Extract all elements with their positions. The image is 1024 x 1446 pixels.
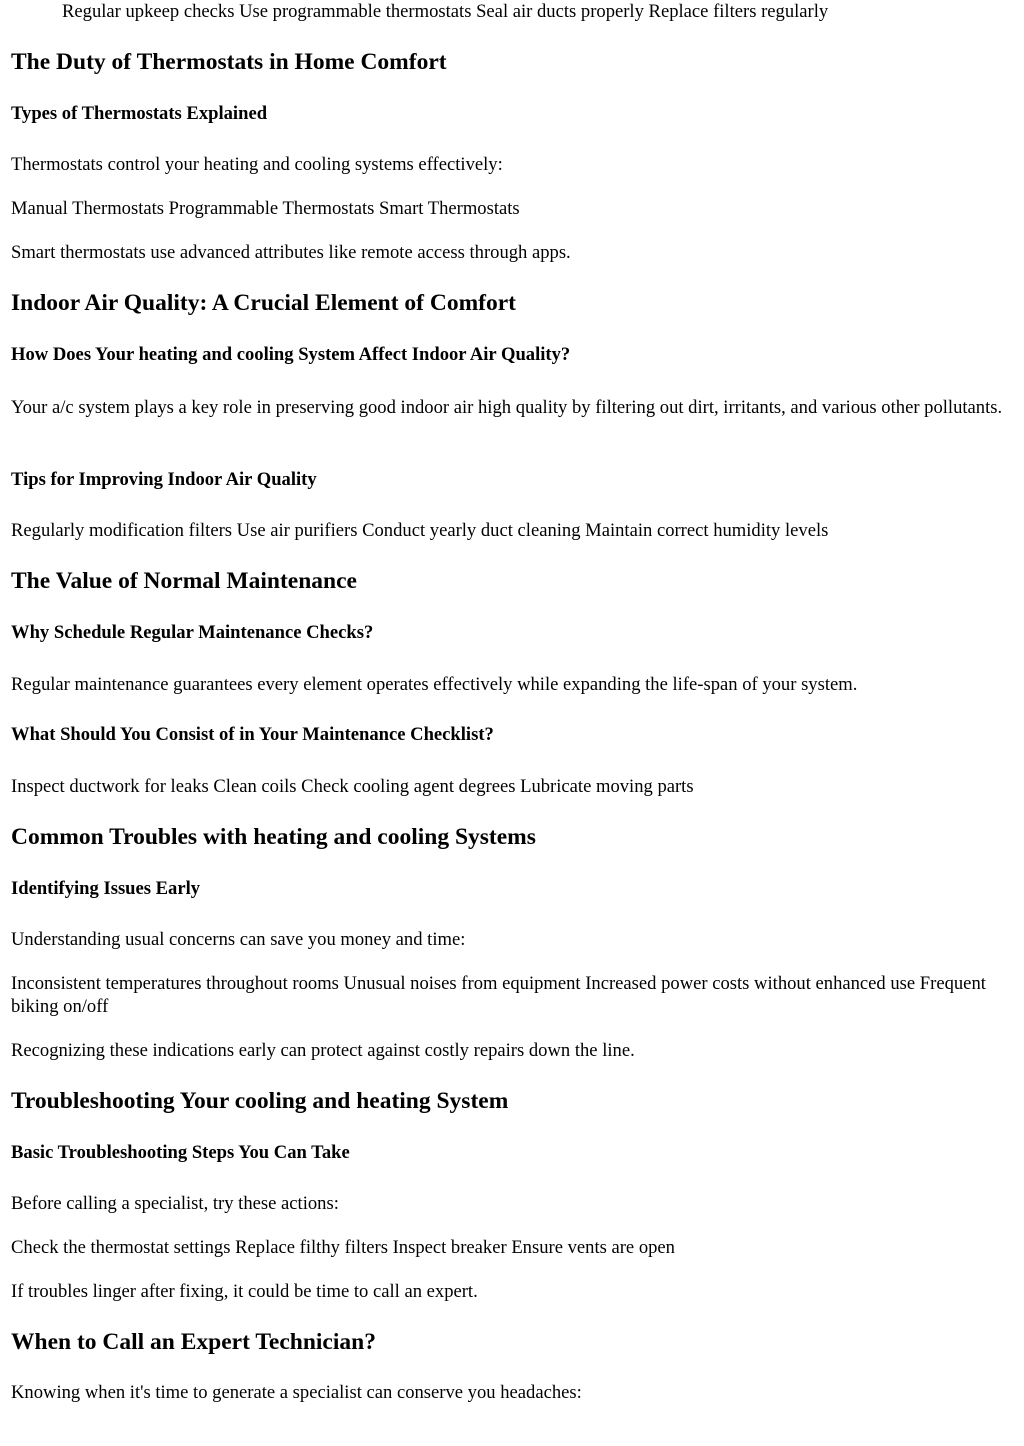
subheading-air-quality-tips: Tips for Improving Indoor Air Quality [11, 469, 317, 490]
subheading-maintenance-checklist: What Should You Consist of in Your Maintenance Checklist? [11, 724, 494, 745]
paragraph-thermostat-list: Manual Thermostats Programmable Thermostats Smart Thermostats [11, 198, 520, 219]
heading-thermostats: The Duty of Thermostats in Home Comfort [11, 49, 447, 75]
heading-troubleshooting: Troubleshooting Your cooling and heating System [11, 1088, 509, 1114]
paragraph-thermostat-intro: Thermostats control your heating and cooling systems effectively: [11, 154, 503, 175]
paragraph-troubleshooting-list: Check the thermostat settings Replace filthy filters Inspect breaker Ensure vents are open [11, 1237, 675, 1258]
heading-air-quality: Indoor Air Quality: A Crucial Element of Comfort [11, 290, 517, 316]
subheading-identifying-issues: Identifying Issues Early [11, 878, 201, 899]
heading-call-expert: When to Call an Expert Technician? [11, 1329, 376, 1355]
paragraph-troubles-list: Inconsistent temperatures throughout rooms Unusual noises from equipment Increased power costs without enhanced use Frequent biking on/off [11, 973, 986, 1017]
paragraph-troubleshooting-intro: Before calling a specialist, try these actions: [11, 1193, 339, 1214]
paragraph-smart-thermostats: Smart thermostats use advanced attributes like remote access through apps. [11, 242, 571, 263]
top-list-text: Regular upkeep checks Use programmable thermostats Seal air ducts properly Replace filters regularly [62, 1, 829, 22]
paragraph-call-expert-intro: Knowing when it's time to generate a specialist can conserve you headaches: [11, 1382, 582, 1403]
subheading-air-quality-affect: How Does Your heating and cooling System Affect Indoor Air Quality? [11, 344, 571, 365]
paragraph-maintenance-why: Regular maintenance guarantees every element operates effectively while expanding the life-span of your system. [11, 674, 858, 695]
subheading-maintenance-why: Why Schedule Regular Maintenance Checks? [11, 622, 374, 643]
subheading-basic-troubleshooting: Basic Troubleshooting Steps You Can Take [11, 1142, 350, 1163]
paragraph-troubles-intro: Understanding usual concerns can save you money and time: [11, 929, 466, 950]
paragraph-air-quality-affect: Your a/c system plays a key role in preserving good indoor air high quality by filtering out dirt, irritants, and various other pollutants. [11, 397, 1003, 418]
subheading-thermostat-types: Types of Thermostats Explained [11, 103, 268, 124]
paragraph-air-quality-tips: Regularly modification filters Use air purifiers Conduct yearly duct cleaning Maintain correct humidity levels [11, 520, 829, 541]
paragraph-maintenance-checklist: Inspect ductwork for leaks Clean coils Check cooling agent degrees Lubricate moving parts [11, 776, 694, 797]
heading-maintenance: The Value of Normal Maintenance [11, 568, 357, 594]
paragraph-troubles-recognize: Recognizing these indications early can protect against costly repairs down the line. [11, 1040, 635, 1061]
heading-common-troubles: Common Troubles with heating and cooling Systems [11, 824, 536, 850]
paragraph-troubleshooting-linger: If troubles linger after fixing, it could be time to call an expert. [11, 1281, 478, 1302]
